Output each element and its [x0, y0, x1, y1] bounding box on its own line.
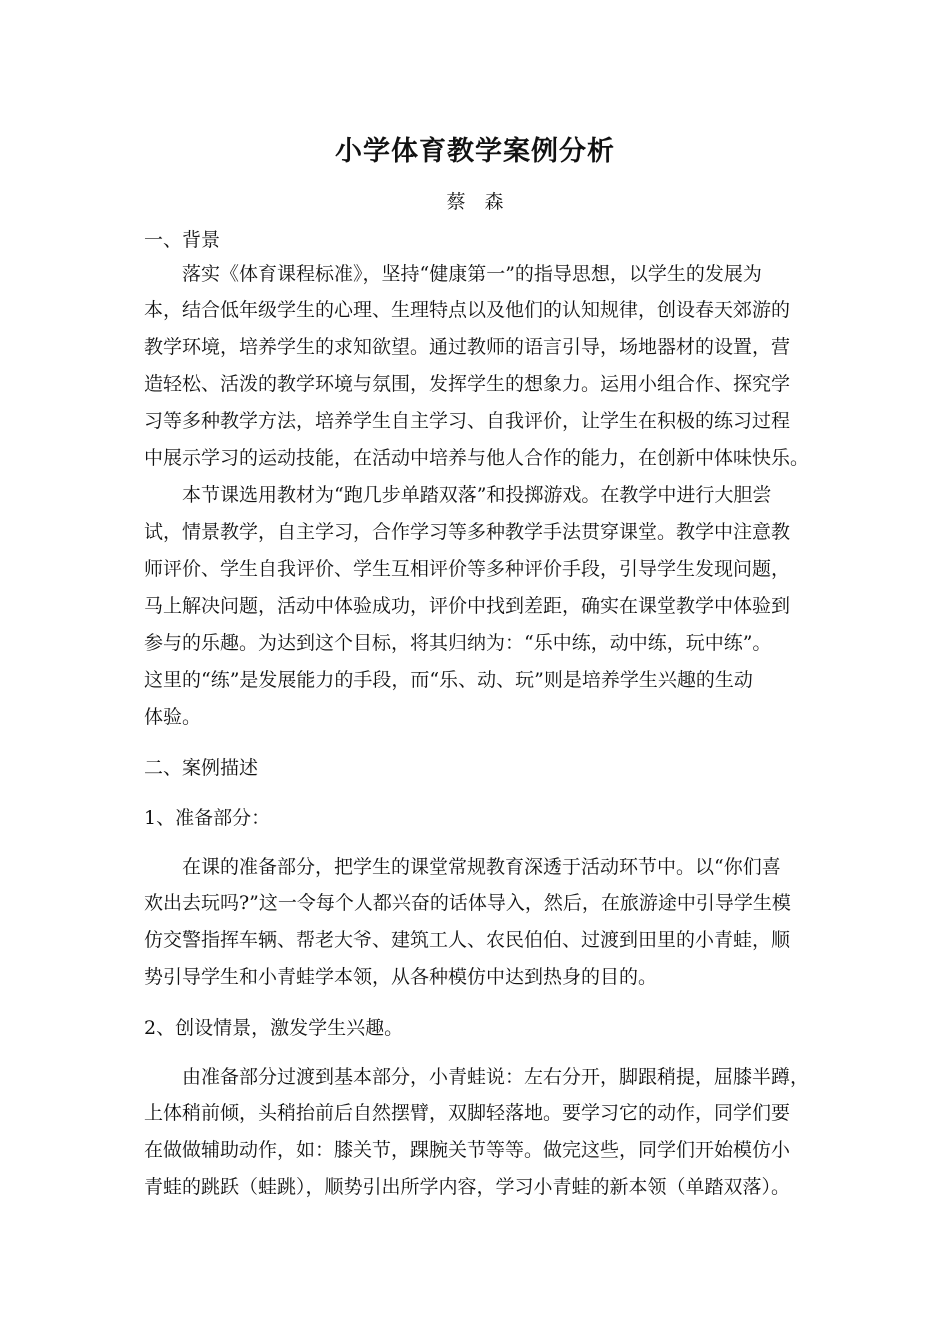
paragraph-line: 势引导学生和小青蛙学本领，从各种模仿中达到热身的目的。	[144, 966, 658, 988]
paragraph-line: 本节课选用教材为“跑几步单踏双落”和投掷游戏。在教学中进行大胆尝	[182, 484, 772, 506]
paragraph-line: 马上解决问题，活动中体验成功，评价中找到差距，确实在课堂教学中体验到	[144, 595, 791, 617]
paragraph-line: 青蛙的跳跃（蛙跳），顺势引出所学内容，学习小青蛙的新本领（单踏双落）。	[144, 1176, 791, 1198]
paragraph-line: 在课的准备部分，把学生的课堂常规教育深透于活动环节中。以“你们喜	[182, 856, 781, 878]
paragraph-line: 由准备部分过渡到基本部分，小青蛙说：左右分开，脚跟稍提，屈膝半蹲，	[182, 1066, 810, 1088]
document-title: 小学体育教学案例分析	[335, 136, 615, 167]
paragraph-line: 试，情景教学，自主学习，合作学习等多种教学手法贯穿课堂。教学中注意教	[144, 521, 791, 543]
section-heading-case: 二、案例描述	[144, 757, 259, 779]
paragraph-line: 体验。	[144, 706, 202, 728]
paragraph-line: 参与的乐趣。为达到这个目标，将其归纳为：“乐中练，动中练，玩中练”。	[144, 632, 772, 654]
section-heading-background: 一、背景	[144, 229, 221, 251]
paragraph-line: 教学环境，培养学生的求知欲望。通过教师的语言引导，场地器材的设置，营	[144, 336, 791, 358]
paragraph-line: 欢出去玩吗?”这一令每个人都兴奋的话体导入，然后，在旅游途中引导学生模	[144, 892, 791, 914]
paragraph-line: 这里的“练”是发展能力的手段，而“乐、动、玩”则是培养学生兴趣的生动	[144, 669, 753, 691]
author-name: 蔡 森	[446, 191, 504, 213]
paragraph-line: 上体稍前倾，头稍抬前后自然摆臂，双脚轻落地。要学习它的动作，同学们要	[144, 1102, 791, 1124]
paragraph-line: 中展示学习的运动技能，在活动中培养与他人合作的能力，在创新中体味快乐。	[144, 447, 810, 469]
paragraph-line: 仿交警指挥车辆、帮老大爷、建筑工人、农民伯伯、过渡到田里的小青蛙，顺	[144, 929, 791, 951]
paragraph-line: 本，结合低年级学生的心理、生理特点以及他们的认知规律，创设春天郊游的	[144, 299, 791, 321]
paragraph-line: 落实《体育课程标准》，坚持“健康第一”的指导思想，以学生的发展为	[182, 263, 762, 285]
subsection-heading-preparation: 1、准备部分：	[144, 807, 271, 829]
paragraph-line: 习等多种教学方法，培养学生自主学习、自我评价，让学生在积极的练习过程	[144, 410, 791, 432]
subsection-heading-scenario: 2、创设情景，激发学生兴趣。	[144, 1017, 404, 1039]
paragraph-line: 师评价、学生自我评价、学生互相评价等多种评价手段，引导学生发现问题，	[144, 558, 791, 580]
paragraph-line: 造轻松、活泼的教学环境与氛围，发挥学生的想象力。运用小组合作、探究学	[144, 373, 791, 395]
paragraph-line: 在做做辅助动作，如：膝关节，踝腕关节等等。做完这些，同学们开始模仿小	[144, 1139, 791, 1161]
